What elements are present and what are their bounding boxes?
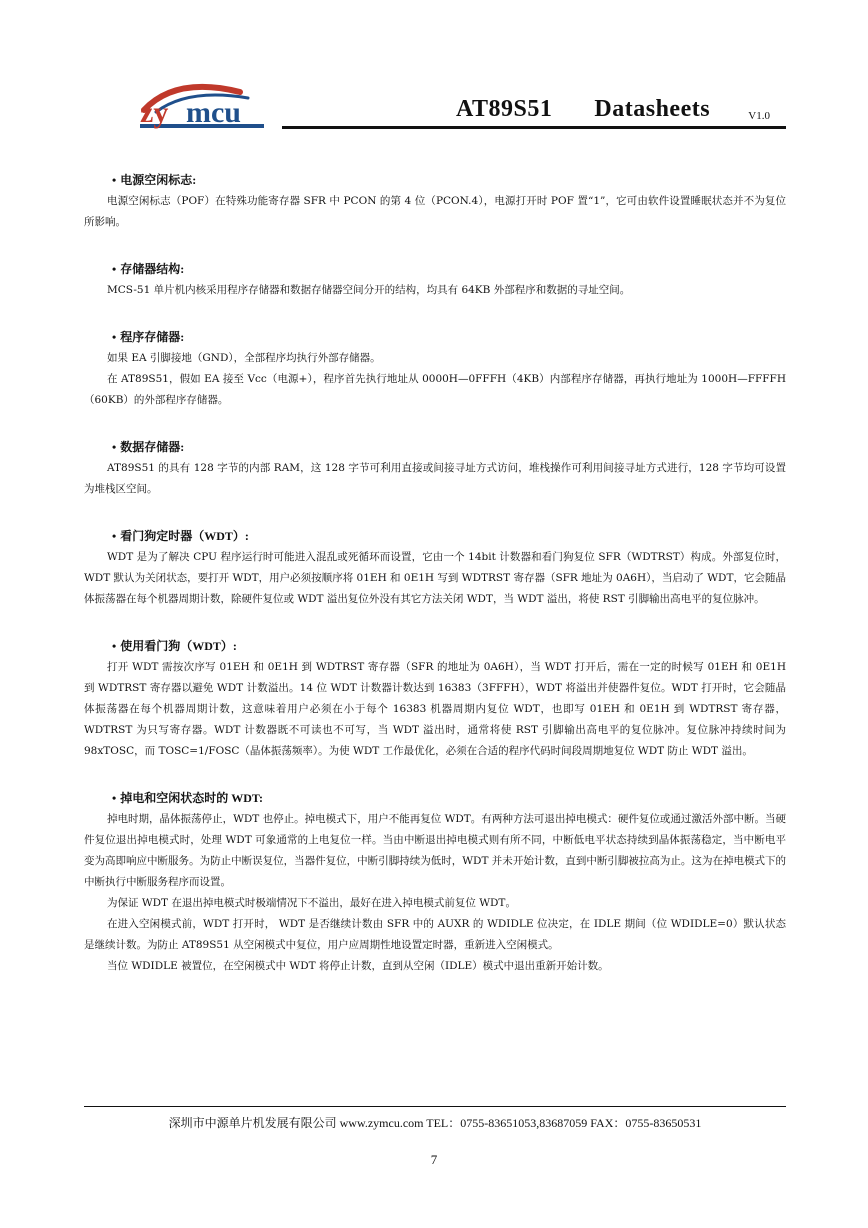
section-heading: • 存储器结构: — [112, 262, 185, 276]
section-paragraph: WDT 是为了解决 CPU 程序运行时可能进入混乱或死循环而设置，它由一个 14bit 计数器和看门狗复位 SFR（WDTRST）构成。外部复位时，WDT 默认为关闭状态，要打开 WDT，用户必须按顺序将 01EH 和 0E1H 写到 WDTRST 寄存器（SFR 地址为 0A6H），当启动了 WDT，它会随晶体振荡器在每个机器周期计数，除硬件复位或 WDT 溢出复位外没有其它方法关闭 WDT，当 WDT 溢出，将使 RST 引脚输出高电平的复位脉冲。 — [84, 551, 786, 605]
section-heading: • 看门狗定时器（WDT）: — [112, 529, 249, 543]
section-power-idle-flag — [84, 170, 786, 233]
section-paragraph: 电源空闲标志（POF）在特殊功能寄存器 SFR 中 PCON 的第 4 位（PCON.4），电源打开时 POF 置“1”，它可由软件设置睡眠状态并不为复位所影响。 — [84, 195, 786, 228]
page-header — [84, 82, 786, 132]
page-number: 7 — [430, 1152, 438, 1167]
document-title — [456, 96, 710, 123]
document-version: V1.0 — [748, 110, 770, 122]
section-heading: • 数据存储器: — [112, 440, 185, 454]
svg-text:zy: zy — [140, 96, 169, 129]
section-program-memory — [84, 327, 786, 411]
section-memory-structure — [84, 259, 786, 301]
section-paragraph: MCS-51 单片机内核采用程序存储器和数据存储器空间分开的结构，均具有 64KB 外部程序和数据的寻址空间。 — [107, 284, 631, 296]
section-paragraph: AT89S51 的具有 128 字节的内部 RAM，这 128 字节可利用直接或间接寻址方式访问，堆栈操作可利用间接寻址方式进行，128 字节均可设置为堆栈区空间。 — [84, 462, 786, 495]
section-wdt-power-down-idle — [84, 788, 786, 977]
zymcu-logo — [136, 82, 268, 130]
section-paragraph: 在进入空闲模式前，WDT 打开时， WDT 是否继续计数由 SFR 中的 AUXR 的 WDIDLE 位决定，在 IDLE 期间（位 WDIDLE=0）默认状态是继续计数。为防止 AT89S51 从空闲模式中复位，用户应周期性地设置定时器，重新进入空闲模式。 — [84, 918, 786, 951]
section-paragraph: 在 AT89S51，假如 EA 接至 Vcc（电源+），程序首先执行地址从 0000H—0FFFH（4KB）内部程序存储器，再执行地址为 1000H—FFFFH（60KB）的外部程序存储器。 — [84, 373, 786, 406]
footer-contact: 深圳市中源单片机发展有限公司 www.zymcu.com TEL：0755-83651053,83687059 FAX：0755-83650531 — [168, 1116, 702, 1130]
title-chip-name: AT89S51 — [456, 96, 553, 122]
document-body — [84, 170, 786, 1003]
section-paragraph: 掉电时期，晶体振荡停止，WDT 也停止。掉电模式下，用户不能再复位 WDT。有两种方法可退出掉电模式：硬件复位或通过激活外部中断。当硬件复位退出掉电模式时，处理 WDT 可象通常的上电复位一样。当由中断退出掉电模式则有所不同，中断低电平状态持续到晶体振荡稳定，当中断电平变为高即响应中断服务。为防止中断误复位，当器件复位，中断引脚持续为低时，WDT 并未开始计数，直到中断引脚被拉高为止。这为在掉电模式下的中断执行中断服务程序而设置。 — [84, 813, 786, 888]
section-paragraph: 打开 WDT 需按次序写 01EH 和 0E1H 到 WDTRST 寄存器（SFR 的地址为 0A6H），当 WDT 打开后，需在一定的时候写 01EH 和 0E1H 到 WDTRST 寄存器以避免 WDT 计数溢出。14 位 WDT 计数器计数达到 16383（3FFFH），WDT 将溢出并使器件复位。WDT 打开时，它会随晶体振荡器在每个机器周期计数，这意味着用户必须在小于每个 16383 机器周期内复位 WDT，也即写 01EH 和 0E1H 到 WDTRST 寄存器，WDTRST 为只写寄存器。WDT 计数器既不可读也不可写，当 WDT 溢出时，通常将使 RST 引脚输出高电平的复位脉冲。复位脉冲持续时间为 98xTOSC，而 TOSC=1/FOSC（晶体振荡频率）。为使 WDT 工作最优化，必须在合适的程序代码时间段周期地复位 WDT 防止 WDT 溢出。 — [84, 661, 786, 757]
title-datasheets: Datasheets — [594, 96, 711, 122]
section-heading: • 电源空闲标志: — [112, 173, 197, 187]
header-divider — [282, 126, 786, 129]
svg-text:mcu: mcu — [186, 96, 241, 129]
section-watchdog-timer — [84, 526, 786, 610]
section-paragraph: 如果 EA 引脚接地（GND），全部程序均执行外部存储器。 — [107, 352, 381, 364]
section-paragraph: 当位 WDIDLE 被置位，在空闲模式中 WDT 将停止计数，直到从空闲（IDLE）模式中退出重新开始计数。 — [107, 960, 609, 972]
section-heading: • 程序存储器: — [112, 330, 185, 344]
section-using-watchdog — [84, 636, 786, 762]
section-paragraph: 为保证 WDT 在退出掉电模式时极端情况下不溢出，最好在进入掉电模式前复位 WDT。 — [107, 897, 516, 909]
section-heading: • 掉电和空闲状态时的 WDT: — [112, 791, 263, 805]
section-data-memory — [84, 437, 786, 500]
section-heading: • 使用看门狗（WDT）: — [112, 639, 237, 653]
footer-divider — [84, 1106, 786, 1107]
